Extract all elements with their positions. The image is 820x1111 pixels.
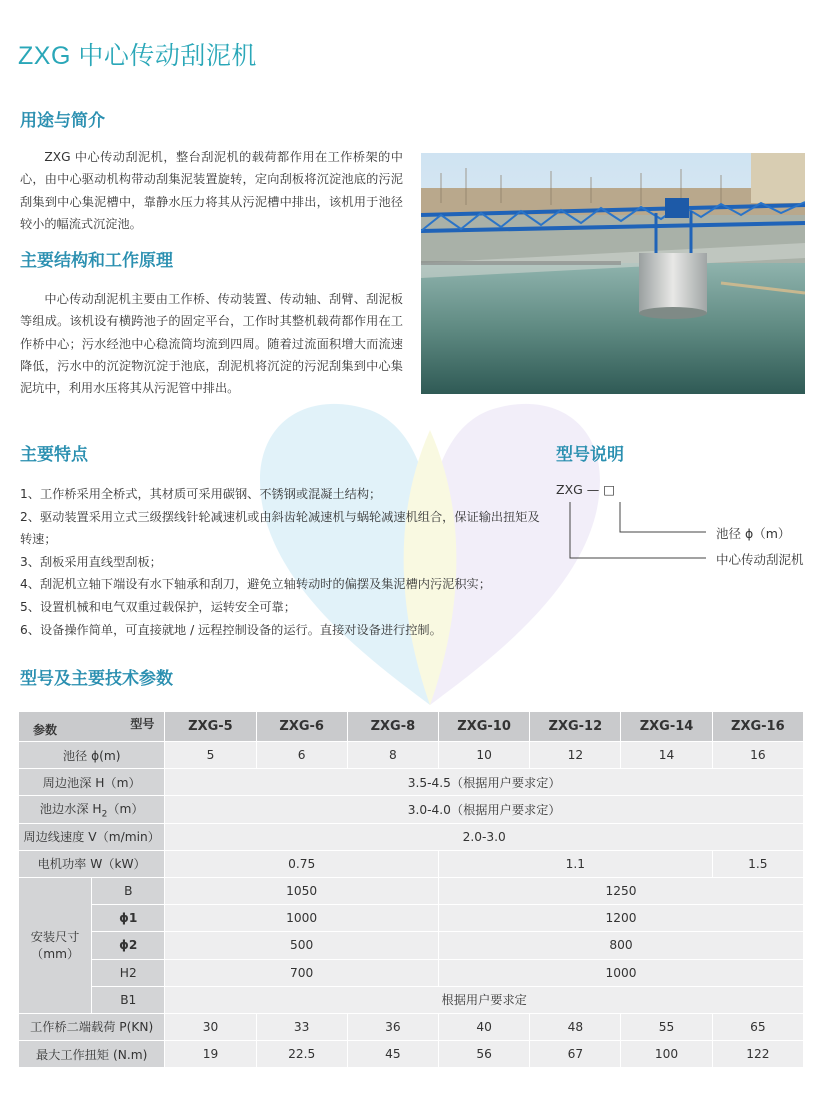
cell: 3.5-4.5（根据用户要求定） [165,769,803,795]
corner-bottom: 参数 [33,723,58,737]
water-depth-unit: （m） [107,801,144,816]
model-header: ZXG-6 [257,712,347,741]
table-row [19,824,803,850]
params-heading: 型号及主要技术参数 [20,669,173,689]
features-list [20,483,550,641]
cell: 12 [530,742,620,768]
cell: 700 [165,960,438,986]
row-label: 池径 ϕ(m) [19,742,164,768]
table-header-row [19,712,803,741]
cell: 19 [165,1041,255,1067]
model-header: ZXG-8 [348,712,438,741]
sub-label: ϕ1 [92,905,164,931]
cell: 67 [530,1041,620,1067]
page-title: ZXG 中心传动刮泥机 [18,42,257,70]
table-row [19,905,803,931]
model-code: ZXG — □ [556,482,616,497]
table-row [19,796,803,822]
table-row [19,1014,803,1040]
feature-item: 5、设置机械和电气双重过载保护，运转安全可靠； [20,599,296,614]
cell: 65 [713,1014,803,1040]
cell: 36 [348,1014,438,1040]
model-header: ZXG-10 [439,712,529,741]
cell: 45 [348,1041,438,1067]
cell: 56 [439,1041,529,1067]
cell: 10 [439,742,529,768]
install-label-cell [19,878,91,1013]
feature-item: 6、设备操作简单，可直接就地 / 远程控制设备的运行。直接对设备进行控制。 [20,622,442,637]
row-label: 最大工作扭矩 (N.m) [19,1041,164,1067]
cell: 55 [621,1014,711,1040]
sub-label: B [92,878,164,904]
cell: 3.0-4.0（根据用户要求定） [165,796,803,822]
cell: 16 [713,742,803,768]
cell: 1000 [165,905,438,931]
cell: 2.0-3.0 [165,824,803,850]
cell: 1200 [439,905,803,931]
cell: 800 [439,932,803,958]
model-name-label: 中心传动刮泥机 [716,552,804,567]
row-label: 工作桥二端载荷 P(KN) [19,1014,164,1040]
row-label [19,796,164,822]
table-row [19,769,803,795]
cell: 48 [530,1014,620,1040]
features-heading: 主要特点 [20,445,88,465]
table-row [19,987,803,1013]
cell: 6 [257,742,347,768]
table-row [19,742,803,768]
model-heading: 型号说明 [556,445,624,465]
water-depth-sub: 2 [101,809,108,820]
intro-text: ZXG 中心传动刮泥机，整台刮泥机的载荷都作用在工作桥架的中心，由中心驱动机构带动刮集泥装置旋转，定向刮板将沉淀池底的污泥刮集到中心集泥槽中，靠静水压力将其从污泥槽中排出，该机用于池径较小的幅流式沉淀池。 [20,150,403,231]
structure-text: 中心传动刮泥机主要由工作桥、传动装置、传动轴、刮臂、刮泥板等组成。该机设有横跨池子的固定平台，工作时其整机载荷都作用在工作桥中心；污水经池中心稳流筒均流到四周。随着过流面积增大而流速降低，污水中的沉淀物沉淀于池底，刮泥机将沉淀的污泥刮集到中心集泥坑中，利用水压将其从污泥管中排出。 [20,292,403,396]
intro-heading: 用途与简介 [20,111,105,131]
cell: 22.5 [257,1041,347,1067]
install-unit: （mm） [31,947,80,962]
model-code-diagram [556,482,816,572]
cell: 122 [713,1041,803,1067]
sub-label: ϕ2 [92,932,164,958]
corner-top: 型号 [130,717,155,731]
cell: 40 [439,1014,529,1040]
sub-label: B1 [92,987,164,1013]
row-label: 周边线速度 V（m/min） [19,824,164,850]
cell: 0.75 [165,851,438,877]
cell: 1.1 [439,851,712,877]
table-row [19,1041,803,1067]
model-header: ZXG-16 [713,712,803,741]
cell: 500 [165,932,438,958]
cell: 8 [348,742,438,768]
feature-item: 2、驱动装置采用立式三级摆线针轮减速机或由斜齿轮减速机与蜗轮减速机组合，保证输出扭矩及转速； [20,509,540,547]
structure-heading: 主要结构和工作原理 [20,251,173,271]
install-label: 安装尺寸 [30,930,80,945]
feature-item: 3、刮板采用直线型刮板； [20,554,162,569]
feature-item: 1、工作桥采用全桥式，其材质可采用碳钢、不锈钢或混凝土结构； [20,487,382,501]
cell: 100 [621,1041,711,1067]
cell: 5 [165,742,255,768]
table-row [19,878,803,904]
spec-table [18,711,804,1068]
table-row [19,851,803,877]
cell: 根据用户要求定 [165,987,803,1013]
model-header: ZXG-5 [165,712,255,741]
table-row [19,932,803,958]
cell: 1000 [439,960,803,986]
table-row [19,960,803,986]
model-header: ZXG-14 [621,712,711,741]
cell: 14 [621,742,711,768]
cell: 1.5 [713,851,803,877]
row-label: 电机功率 W（kW） [19,851,164,877]
clarifier-photo [421,153,805,394]
model-header: ZXG-12 [530,712,620,741]
sub-label: H2 [92,960,164,986]
water-depth-label: 池边水深 H [39,801,102,816]
cell: 30 [165,1014,255,1040]
model-diameter-label: 池径 ϕ（m） [716,526,791,541]
cell: 33 [257,1014,347,1040]
row-label: 周边池深 H（m） [19,769,164,795]
cell: 1250 [439,878,803,904]
corner-cell [19,712,164,741]
feature-item: 4、刮泥机立轴下端设有水下轴承和刮刀，避免立轴转动时的偏摆及集泥槽内污泥积实； [20,577,491,592]
cell: 1050 [165,878,438,904]
